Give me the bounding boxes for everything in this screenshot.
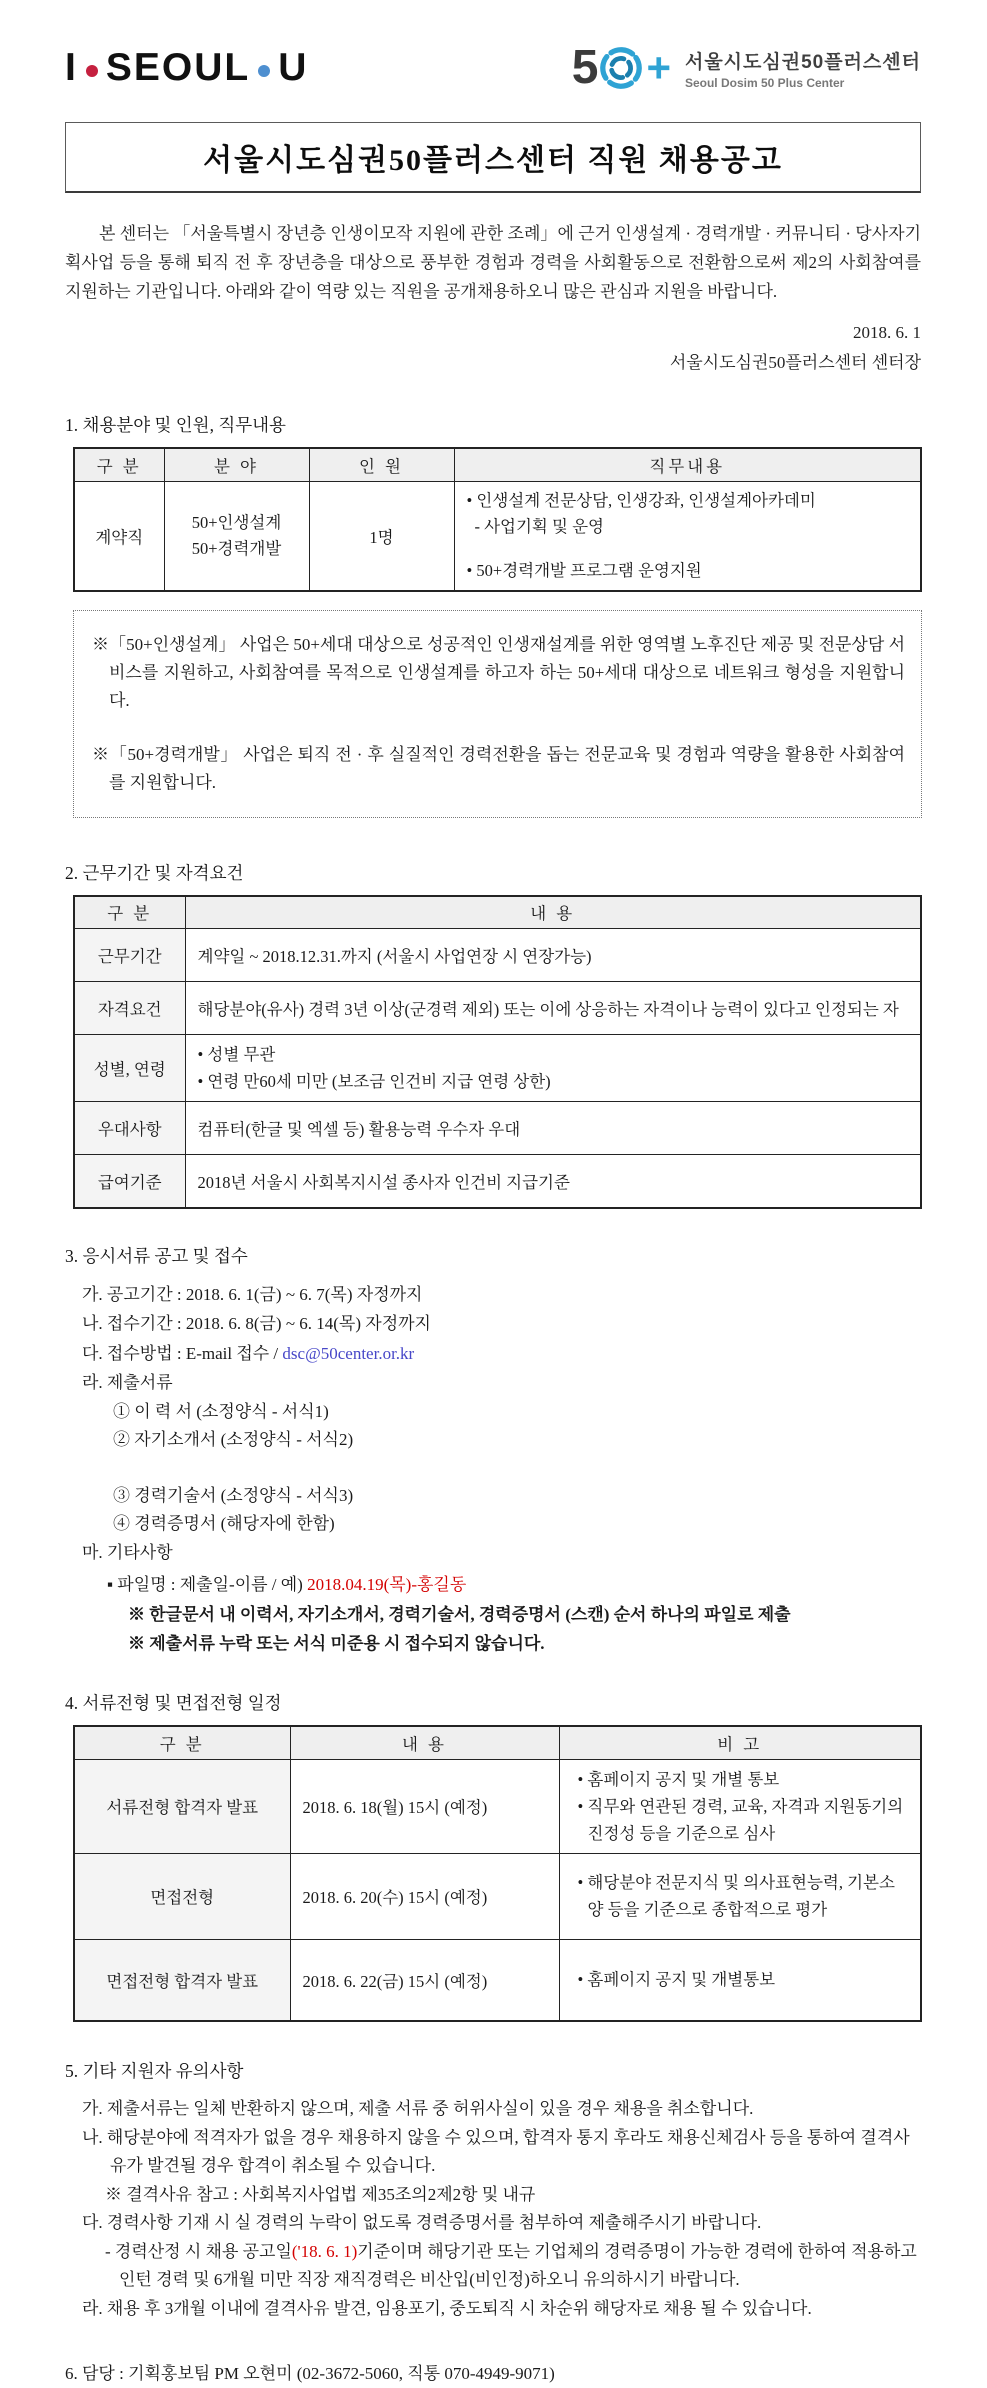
- col-header-type: 구 분: [74, 1726, 290, 1759]
- notice-item-ra: 라. 채용 후 3개월 이내에 결격사유 발견, 임용포기, 중도퇴직 시 차순위 해당자로 채용 될 수 있습니다.: [82, 2298, 812, 2318]
- signature-block: [65, 318, 921, 378]
- disqualification-note: ※ 결격사유 참고 : 사회복지사업법 제35조의2제2항 및 내규: [105, 2184, 536, 2204]
- logo-word-seoul: SEOUL: [105, 46, 251, 89]
- section1-heading: 1. 채용분야 및 인원, 직무내용: [65, 415, 286, 435]
- row-remark: [559, 1759, 921, 1853]
- col-header-remark: 비 고: [559, 1726, 921, 1759]
- remark-line2: • 직무와 연관된 경력, 교육, 자격과 지원동기의 진정성 등을 기준으로 심사: [577, 1796, 904, 1843]
- table-header-row: [74, 896, 921, 929]
- headcount-cell: 1명: [309, 481, 454, 591]
- submit-note-2: ※ 제출서류 누락 또는 서식 미준용 시 접수되지 않습니다.: [128, 1634, 545, 1653]
- i-seoul-u-logo: [65, 46, 308, 90]
- center-name-korean: 서울시도심권50플러스센터: [684, 51, 921, 73]
- row-date: 2018. 6. 20(수) 15시 (예정): [290, 1853, 559, 1939]
- section3-heading: 3. 응시서류 공고 및 접수: [65, 1245, 248, 1266]
- section4-heading: 4. 서류전형 및 면접전형 일정: [65, 1693, 282, 1713]
- duty-spacer: [467, 540, 909, 558]
- row-label: 면접전형 합격자 발표: [74, 1939, 290, 2021]
- logo-letter-i: I: [65, 46, 78, 89]
- duty-line1: • 인생설계 전문상담, 인생강좌, 인생설계아카데미: [466, 490, 816, 510]
- field-line2: 50+경력개발: [191, 538, 282, 558]
- col-header-field: 분 야: [164, 448, 309, 481]
- duty-line3: • 50+경력개발 프로그램 운영지원: [466, 560, 702, 580]
- schedule-table: [73, 1725, 922, 2022]
- row-label: 우대사항: [74, 1102, 185, 1155]
- notice-item-ga: 가. 제출서류는 일체 반환하지 않으며, 제출 서류 중 허위사실이 있을 경우 채용을 취소합니다.: [82, 2099, 754, 2118]
- age-line: • 연령 만60세 미만 (보조금 인건비 지급 연령 상한): [197, 1072, 551, 1091]
- table-row: [74, 929, 921, 982]
- career-note-pre: - 경력산정 시 채용 공고일: [105, 2241, 292, 2261]
- application-list: [65, 1280, 921, 1659]
- title-box: [65, 122, 921, 193]
- filename-rule-line: [107, 1570, 921, 1600]
- table-row: [74, 481, 921, 591]
- logo-number-five: 5: [571, 41, 599, 94]
- doc-career-statement: ③ 경력기술서 (소정양식 - 서식3): [113, 1485, 354, 1505]
- apply-method-item: [82, 1339, 921, 1369]
- table-header-row: [74, 448, 921, 481]
- doc-resume: ① 이 력 서 (소정양식 - 서식1): [113, 1401, 329, 1421]
- center-name-block: [685, 47, 921, 90]
- field-cell: [164, 481, 309, 591]
- remark-line1: • 해당분야 전문지식 및 의사표현능력, 기본소양 등을 기준으로 종합적으로 평가: [577, 1873, 895, 1919]
- table-row: [74, 1102, 921, 1155]
- submit-note-1: ※ 한글문서 내 이력서, 자기소개서, 경력기술서, 경력증명서 (스캔) 순서 하나의 파일로 제출: [128, 1605, 791, 1624]
- notice-period-item: 가. 공고기간 : 2018. 6. 1(금) ~ 6. 7(목) 자정까지: [82, 1284, 423, 1304]
- apply-method-label: 다. 접수방법 : E-mail 접수 /: [82, 1343, 283, 1363]
- row-value: [185, 1035, 921, 1102]
- apply-period-item: 나. 접수기간 : 2018. 6. 8(금) ~ 6. 14(목) 자정까지: [82, 1314, 431, 1333]
- red-dot-icon: [86, 65, 98, 77]
- section5-heading: 5. 기타 지원자 유의사항: [65, 2061, 244, 2081]
- table-row: [74, 1939, 921, 2021]
- col-header-type: 구 분: [74, 896, 185, 929]
- col-header-content: 내 용: [290, 1726, 559, 1759]
- program-note-2: ※「50+경력개발」 사업은 퇴직 전 · 후 실질적인 경력전환을 돕는 전문교육 및 경험과 역량을 활용한 사회참여를 지원합니다.: [92, 744, 905, 792]
- header: [65, 36, 921, 100]
- row-label: 급여기준: [74, 1155, 185, 1208]
- row-remark: [559, 1939, 921, 2021]
- table-row: [74, 1035, 921, 1102]
- documents-item: 라. 제출서류: [82, 1373, 173, 1392]
- gender-line: • 성별 무관: [197, 1045, 276, 1064]
- col-header-type: 구 분: [74, 448, 164, 481]
- center-name-english: Seoul Dosim 50 Plus Center: [684, 75, 845, 90]
- row-date: 2018. 6. 18(월) 15시 (예정): [290, 1759, 559, 1853]
- announcement-date: 2018. 6. 1: [853, 323, 921, 342]
- fifty-plus-circle-icon: [598, 45, 644, 91]
- row-label: 자격요건: [74, 982, 185, 1035]
- row-label: 면접전형: [74, 1853, 290, 1939]
- row-label: 근무기간: [74, 929, 185, 982]
- notice-item-na: 나. 해당분야에 적격자가 없을 경우 채용하지 않을 수 있으며, 합격자 통지 후라도 채용신체검사 등을 통하여 결격사유가 발견될 경우 합격이 취소될 수 있습니다.: [82, 2127, 910, 2175]
- page-title: 서울시도심권50플러스센터 직원 채용공고: [203, 144, 783, 177]
- recruitment-table: [73, 447, 922, 592]
- table-row: [74, 1155, 921, 1208]
- row-label: 서류전형 합격자 발표: [74, 1759, 290, 1853]
- section2-heading: 2. 근무기간 및 자격요건: [65, 862, 244, 883]
- row-value: 2018년 서울시 사회복지시설 종사자 인건비 지급기준: [185, 1155, 921, 1208]
- row-date: 2018. 6. 22(금) 15시 (예정): [290, 1939, 559, 2021]
- col-header-count: 인 원: [309, 448, 454, 481]
- doc-cover-letter: ② 자기소개서 (소정양식 - 서식2): [113, 1429, 354, 1449]
- duty-line2: - 사업기획 및 운영: [474, 516, 604, 536]
- logo-plus-sign: +: [646, 44, 671, 91]
- field-line1: 50+인생설계: [191, 512, 282, 532]
- row-label: 성별, 연령: [74, 1035, 185, 1102]
- row-value: 계약일 ~ 2018.12.31.까지 (서울시 사업연장 시 연장가능): [185, 929, 921, 982]
- etc-item: 마. 기타사항: [82, 1542, 173, 1562]
- filename-rule-label: ▪ 파일명 : 제출일-이름 / 예): [107, 1575, 308, 1594]
- employment-type-cell: 계약직: [74, 481, 164, 591]
- col-header-duties: 직무내용: [454, 448, 921, 481]
- program-notes-box: [73, 610, 922, 818]
- duties-cell: [454, 481, 921, 591]
- remark-line1: • 홈페이지 공지 및 개별 통보: [577, 1769, 780, 1789]
- contact-line: 6. 담당 : 기획홍보팀 PM 오현미 (02-3672-5060, 직통 070-4949-9071): [65, 2364, 555, 2383]
- notice-item-da: 다. 경력사항 기재 시 실 경력의 누락이 없도록 경력증명서를 첨부하여 제출해주시기 바랍니다.: [82, 2213, 762, 2232]
- career-calculation-note: [105, 2238, 921, 2295]
- notice-list: [65, 2095, 921, 2323]
- logo-letter-u: U: [278, 46, 309, 89]
- row-remark: [559, 1853, 921, 1939]
- table-header-row: [74, 1726, 921, 1759]
- blue-dot-icon: [258, 65, 270, 77]
- table-row: [74, 982, 921, 1035]
- col-header-content: 내 용: [185, 896, 921, 929]
- filename-example: 2018.04.19(목)-홍길동: [307, 1575, 467, 1594]
- program-note-1: ※「50+인생설계」 사업은 50+세대 대상으로 성공적인 인생재설계를 위한 영역별 노후진단 제공 및 전문상담 서비스를 지원하고, 사회참여를 목적으로 인생설계를 하고자 하는 50+세대 대상으로 네트워크 형성을 지원합니다.: [92, 634, 905, 710]
- signer-name: 서울시도심권50플러스센터 센터장: [669, 353, 921, 372]
- remark-line1: • 홈페이지 공지 및 개별통보: [577, 1970, 776, 1990]
- fifty-plus-center-logo: [571, 41, 921, 94]
- career-note-post: 기준이며 해당기관 또는 기업체의 경력증명이 가능한 경력에 한하여 적용하고 인턴 경력 및 6개월 미만 직장 재직경력은 비산입(비인정)하오니 유의하시기 바랍니다.: [119, 2241, 917, 2289]
- table-row: [74, 1759, 921, 1853]
- doc-career-certificate: ④ 경력증명서 (해당자에 한함): [113, 1513, 335, 1533]
- requirements-table: [73, 895, 922, 1209]
- intro-paragraph: 본 센터는 「서울특별시 장년층 인생이모작 지원에 관한 조례」에 근거 인생설계 · 경력개발 · 커뮤니티 · 당사자기획사업 등을 통해 퇴직 전 후 장년층을 대상으로 풍부한 경험과 경력을 사회활동으로 전환함으로써 제2의 사회참여를 지원하는 기관입니다. 아래와 같이 역량 있는 직원을 공개채용하오니 많은 관심과 지원을 바랍니다.: [65, 224, 921, 301]
- row-value: 해당분야(유사) 경력 3년 이상(군경력 제외) 또는 이에 상응하는 자격이나 능력이 있다고 인정되는 자: [185, 982, 921, 1035]
- email-link[interactable]: dsc@50center.or.kr: [282, 1343, 415, 1363]
- row-value: 컴퓨터(한글 및 엑셀 등) 활용능력 우수자 우대: [185, 1102, 921, 1155]
- career-note-date: ('18. 6. 1): [291, 2241, 358, 2261]
- fifty-plus-mark: [571, 41, 671, 94]
- table-row: [74, 1853, 921, 1939]
